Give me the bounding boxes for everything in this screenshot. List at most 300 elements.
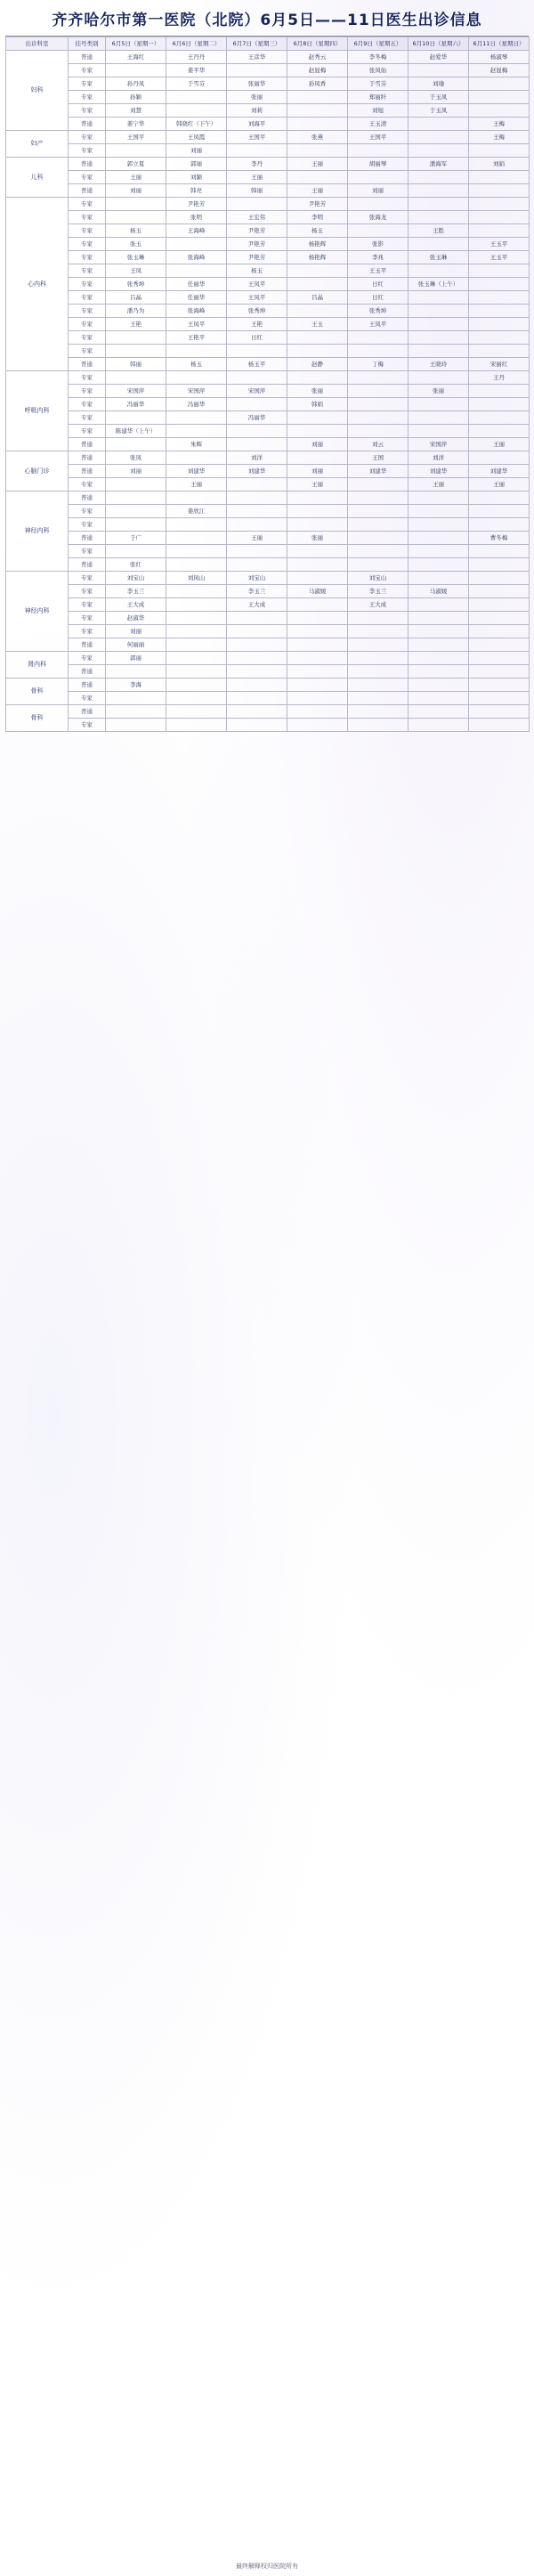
doctor-cell: 潘乃为 (106, 305, 166, 318)
doctor-cell (469, 572, 530, 585)
doctor-cell: 刘慧 (106, 104, 166, 118)
registration-type: 专家 (69, 251, 106, 264)
doctor-cell: 李玉兰 (348, 585, 409, 598)
table-row (6, 411, 530, 425)
doctor-cell (469, 398, 530, 411)
doctor-cell (287, 572, 348, 585)
header-cell: 6月11日（星期日） (469, 37, 530, 51)
doctor-cell: 张丽 (287, 385, 348, 398)
doctor-cell (469, 291, 530, 305)
table-row (6, 478, 530, 492)
registration-type: 普通 (69, 705, 106, 719)
doctor-cell: 王晓玲 (409, 358, 469, 371)
doctor-cell (166, 345, 227, 358)
doctor-cell (227, 665, 287, 679)
doctor-cell: 于广 (106, 532, 166, 545)
doctor-cell: 朱辉 (166, 438, 227, 451)
doctor-cell (409, 144, 469, 158)
doctor-cell: 赵显梅 (287, 64, 348, 77)
registration-type: 专家 (69, 144, 106, 158)
doctor-cell (287, 679, 348, 692)
doctor-cell (409, 64, 469, 77)
registration-type: 专家 (69, 425, 106, 438)
department-name: 妇科 (6, 51, 69, 131)
doctor-cell: 宋国萍 (409, 438, 469, 451)
doctor-cell (348, 625, 409, 638)
table-row (6, 345, 530, 358)
doctor-cell: 王国平 (106, 131, 166, 144)
registration-type: 专家 (69, 305, 106, 318)
doctor-cell (409, 305, 469, 318)
header-cell: 6月10日（星期六） (409, 37, 469, 51)
registration-type: 普通 (69, 184, 106, 198)
table-row (6, 158, 530, 171)
doctor-cell (287, 612, 348, 625)
department-name: 骨科 (6, 679, 69, 705)
doctor-cell (409, 679, 469, 692)
doctor-cell: 王玉平 (469, 238, 530, 251)
doctor-cell (287, 91, 348, 104)
doctor-cell: 张海峰 (166, 305, 227, 318)
department-name: 心脑门诊 (6, 451, 69, 492)
doctor-cell: 刘娟 (469, 158, 530, 171)
table-row (6, 211, 530, 224)
doctor-cell: 张凤仙 (348, 64, 409, 77)
registration-type: 专家 (69, 331, 106, 345)
doctor-cell (348, 505, 409, 518)
doctor-cell: 何丽丽 (106, 638, 166, 652)
doctor-cell: 张丽 (287, 532, 348, 545)
doctor-cell: 张凤 (106, 451, 166, 465)
doctor-cell (227, 518, 287, 532)
registration-type: 专家 (69, 505, 106, 518)
doctor-cell: 刘建华 (227, 465, 287, 478)
doctor-cell: 杨艳辉 (287, 251, 348, 264)
doctor-cell (166, 518, 227, 532)
doctor-cell (469, 638, 530, 652)
doctor-cell: 杨玉 (166, 358, 227, 371)
doctor-cell (287, 692, 348, 705)
doctor-cell (106, 345, 166, 358)
doctor-cell (348, 171, 409, 184)
doctor-cell: 王凤 (106, 264, 166, 278)
doctor-cell (409, 638, 469, 652)
doctor-cell: 陈建华（上午） (106, 425, 166, 438)
doctor-cell: 冯丽华 (227, 411, 287, 425)
doctor-cell (287, 118, 348, 131)
doctor-cell: 刘宝山 (348, 572, 409, 585)
registration-type: 专家 (69, 238, 106, 251)
doctor-cell: 韩晓红（下午） (166, 118, 227, 131)
doctor-cell (166, 264, 227, 278)
doctor-cell: 张燕 (287, 131, 348, 144)
doctor-cell: 于玉凤 (409, 104, 469, 118)
registration-type: 普通 (69, 51, 106, 64)
doctor-cell (469, 104, 530, 118)
registration-type: 专家 (69, 598, 106, 612)
doctor-cell (469, 425, 530, 438)
doctor-cell (166, 612, 227, 625)
doctor-cell (227, 545, 287, 558)
doctor-cell: 王丽 (469, 478, 530, 492)
doctor-cell (469, 665, 530, 679)
table-row (6, 358, 530, 371)
doctor-cell: 姜平华 (166, 64, 227, 77)
doctor-cell: 尹艳芳 (227, 224, 287, 238)
doctor-cell (348, 719, 409, 732)
registration-type: 专家 (69, 478, 106, 492)
doctor-cell (106, 144, 166, 158)
page-title: 齐齐哈尔市第一医院（北院）6月5日——11日医生出诊信息 (52, 12, 482, 29)
doctor-cell: 王梅 (469, 131, 530, 144)
table-row (6, 171, 530, 184)
table-row (6, 638, 530, 652)
doctor-cell (106, 64, 166, 77)
doctor-cell: 张玉琳 (106, 251, 166, 264)
doctor-cell: 任丽华 (166, 278, 227, 291)
doctor-cell (348, 198, 409, 211)
doctor-cell (106, 371, 166, 385)
table-row (6, 665, 530, 679)
doctor-cell: 杨玉 (106, 224, 166, 238)
table-row (6, 532, 530, 545)
doctor-cell: 王国 (348, 451, 409, 465)
doctor-cell (287, 278, 348, 291)
doctor-cell: 王艳 (106, 318, 166, 331)
doctor-cell: 郭立夏 (106, 158, 166, 171)
doctor-cell (409, 345, 469, 358)
doctor-cell: 王玉平 (469, 251, 530, 264)
doctor-cell (166, 598, 227, 612)
doctor-cell: 郭丽 (106, 652, 166, 665)
doctor-cell (166, 492, 227, 505)
doctor-cell (409, 692, 469, 705)
doctor-cell: 张丽 (409, 385, 469, 398)
doctor-cell (287, 719, 348, 732)
doctor-cell: 刘建华 (469, 465, 530, 478)
table-row (6, 545, 530, 558)
table-row (6, 77, 530, 91)
registration-type: 专家 (69, 291, 106, 305)
registration-type: 普通 (69, 492, 106, 505)
doctor-cell (409, 505, 469, 518)
doctor-cell: 孙凤香 (287, 77, 348, 91)
registration-type: 专家 (69, 64, 106, 77)
table-row (6, 291, 530, 305)
table-row (6, 438, 530, 451)
doctor-cell: 于雪芬 (348, 77, 409, 91)
doctor-cell (287, 144, 348, 158)
registration-type: 专家 (69, 545, 106, 558)
doctor-cell: 孙颖 (106, 91, 166, 104)
registration-type: 专家 (69, 91, 106, 104)
doctor-cell: 王凤平 (227, 291, 287, 305)
registration-type: 专家 (69, 719, 106, 732)
doctor-cell: 王胜 (409, 224, 469, 238)
doctor-cell (469, 345, 530, 358)
doctor-cell: 王梅 (469, 118, 530, 131)
doctor-cell: 日红 (348, 291, 409, 305)
doctor-cell (409, 558, 469, 572)
doctor-cell (348, 705, 409, 719)
table-row (6, 118, 530, 131)
doctor-cell: 任丽华 (166, 291, 227, 305)
doctor-cell: 王丽 (409, 478, 469, 492)
doctor-cell (348, 558, 409, 572)
doctor-cell (106, 211, 166, 224)
table-row (6, 305, 530, 318)
doctor-cell (166, 104, 227, 118)
doctor-cell: 王玉清 (348, 118, 409, 131)
doctor-cell (469, 585, 530, 598)
doctor-cell (166, 665, 227, 679)
doctor-cell (227, 719, 287, 732)
registration-type: 普通 (69, 465, 106, 478)
doctor-cell: 王丽 (287, 158, 348, 171)
doctor-cell (287, 451, 348, 465)
department-name: 心内科 (6, 198, 69, 371)
doctor-cell: 宋丽红 (469, 358, 530, 371)
doctor-cell: 张丽华 (227, 77, 287, 91)
doctor-cell (469, 171, 530, 184)
registration-type: 普通 (69, 118, 106, 131)
doctor-cell: 李兆 (348, 251, 409, 264)
doctor-cell: 杨玉 (287, 224, 348, 238)
doctor-cell (106, 545, 166, 558)
doctor-cell (469, 558, 530, 572)
doctor-cell (409, 652, 469, 665)
department-name: 儿科 (6, 158, 69, 198)
doctor-cell: 李海 (106, 679, 166, 692)
doctor-cell: 刘莉 (227, 104, 287, 118)
doctor-cell: 赵秀云 (287, 51, 348, 64)
doctor-cell: 杨玉平 (227, 358, 287, 371)
table-row (6, 51, 530, 64)
doctor-cell (469, 278, 530, 291)
doctor-cell (287, 411, 348, 425)
doctor-cell: 王玉 (287, 318, 348, 331)
doctor-cell (469, 518, 530, 532)
doctor-cell: 日红 (348, 278, 409, 291)
doctor-cell (287, 625, 348, 638)
doctor-cell (348, 492, 409, 505)
doctor-cell (166, 719, 227, 732)
doctor-cell (409, 198, 469, 211)
doctor-cell (106, 518, 166, 532)
doctor-cell (469, 198, 530, 211)
department-name: 妇产 (6, 131, 69, 158)
doctor-cell: 丁梅 (348, 358, 409, 371)
doctor-cell: 王丽 (227, 171, 287, 184)
doctor-cell (469, 411, 530, 425)
registration-type: 普通 (69, 638, 106, 652)
registration-type: 普通 (69, 358, 106, 371)
registration-type: 专家 (69, 371, 106, 385)
doctor-cell (287, 331, 348, 345)
doctor-cell (227, 198, 287, 211)
doctor-cell: 郑丽纤 (348, 91, 409, 104)
doctor-cell (469, 492, 530, 505)
table-row (6, 451, 530, 465)
doctor-cell (287, 264, 348, 278)
registration-type: 普通 (69, 679, 106, 692)
table-row (6, 465, 530, 478)
doctor-cell (348, 665, 409, 679)
doctor-cell: 王大成 (227, 598, 287, 612)
doctor-cell (166, 545, 227, 558)
doctor-cell: 王丽 (287, 478, 348, 492)
doctor-cell: 王海峰 (166, 224, 227, 238)
doctor-cell (227, 652, 287, 665)
doctor-cell: 张秀坤 (106, 278, 166, 291)
doctor-cell (287, 558, 348, 572)
doctor-cell (469, 505, 530, 518)
department-name: 神经内科 (6, 492, 69, 572)
doctor-cell: 冯丽华 (106, 398, 166, 411)
header-cell: 6月6日（星期二） (166, 37, 227, 51)
doctor-cell: 王凤平 (348, 318, 409, 331)
table-row (6, 572, 530, 585)
doctor-cell: 张红 (106, 558, 166, 572)
doctor-cell: 刘颖 (166, 171, 227, 184)
table-row (6, 131, 530, 144)
doctor-cell (348, 518, 409, 532)
doctor-cell: 刘凤山 (166, 572, 227, 585)
doctor-cell (227, 438, 287, 451)
doctor-cell: 吕晶 (106, 291, 166, 305)
doctor-cell (409, 211, 469, 224)
table-row (6, 144, 530, 158)
doctor-cell: 杨淑琴 (469, 51, 530, 64)
table-row (6, 385, 530, 398)
doctor-cell: 姜欣江 (166, 505, 227, 518)
table-row (6, 91, 530, 104)
table-row (6, 505, 530, 518)
registration-type: 专家 (69, 264, 106, 278)
doctor-cell: 日红 (227, 331, 287, 345)
doctor-cell (409, 518, 469, 532)
doctor-cell: 杨玉 (227, 264, 287, 278)
doctor-cell (409, 492, 469, 505)
doctor-cell (409, 612, 469, 625)
doctor-cell (287, 652, 348, 665)
doctor-cell (166, 371, 227, 385)
doctor-cell (287, 518, 348, 532)
doctor-cell: 刘丽 (348, 184, 409, 198)
doctor-cell: 王丽 (106, 171, 166, 184)
doctor-cell (469, 652, 530, 665)
doctor-cell: 宋国萍 (106, 385, 166, 398)
doctor-cell: 孙丹凤 (106, 77, 166, 91)
doctor-cell (469, 211, 530, 224)
doctor-cell: 王丽 (469, 438, 530, 451)
doctor-cell (469, 625, 530, 638)
doctor-cell (287, 598, 348, 612)
doctor-cell (227, 144, 287, 158)
doctor-cell (348, 385, 409, 398)
doctor-cell: 王丽 (287, 184, 348, 198)
doctor-cell: 张海峰 (166, 251, 227, 264)
doctor-cell (106, 692, 166, 705)
doctor-cell (469, 719, 530, 732)
doctor-cell: 刘建华 (166, 465, 227, 478)
doctor-cell (469, 184, 530, 198)
doctor-cell (348, 679, 409, 692)
doctor-cell (227, 558, 287, 572)
registration-type: 专家 (69, 625, 106, 638)
doctor-cell (227, 625, 287, 638)
doctor-cell (469, 91, 530, 104)
registration-type: 专家 (69, 104, 106, 118)
doctor-cell (106, 411, 166, 425)
doctor-cell (348, 331, 409, 345)
doctor-cell: 刘丽 (106, 465, 166, 478)
doctor-cell: 曹冬梅 (469, 532, 530, 545)
doctor-cell: 于玉凤 (409, 91, 469, 104)
doctor-cell (348, 478, 409, 492)
doctor-cell (227, 505, 287, 518)
doctor-cell (348, 345, 409, 358)
doctor-cell: 赵爱华 (409, 51, 469, 64)
doctor-cell (287, 492, 348, 505)
table-row (6, 612, 530, 625)
doctor-cell: 刘云 (348, 438, 409, 451)
doctor-cell (409, 118, 469, 131)
doctor-cell: 王丽 (227, 532, 287, 545)
doctor-cell: 李明 (287, 211, 348, 224)
doctor-cell (348, 398, 409, 411)
doctor-cell (166, 585, 227, 598)
registration-type: 专家 (69, 652, 106, 665)
doctor-cell (106, 331, 166, 345)
doctor-cell (106, 438, 166, 451)
doctor-cell: 王凤平 (227, 278, 287, 291)
table-row (6, 371, 530, 385)
department-name: 呼吸内科 (6, 371, 69, 451)
doctor-cell: 王艳 (227, 318, 287, 331)
doctor-cell (409, 719, 469, 732)
doctor-cell: 赵显梅 (469, 64, 530, 77)
doctor-cell (166, 532, 227, 545)
registration-type: 专家 (69, 518, 106, 532)
doctor-cell (348, 545, 409, 558)
doctor-cell: 张玉琳（上午） (409, 278, 469, 291)
doctor-cell (409, 131, 469, 144)
doctor-cell (409, 331, 469, 345)
department-name: 肾内科 (6, 652, 69, 679)
doctor-cell (287, 638, 348, 652)
table-row (6, 625, 530, 638)
registration-type: 专家 (69, 278, 106, 291)
table-row (6, 264, 530, 278)
doctor-cell: 吕晶 (287, 291, 348, 305)
doctor-cell (469, 692, 530, 705)
doctor-cell (469, 144, 530, 158)
registration-type: 专家 (69, 612, 106, 625)
registration-type: 专家 (69, 398, 106, 411)
doctor-cell (166, 238, 227, 251)
doctor-cell (409, 171, 469, 184)
table-row (6, 184, 530, 198)
doctor-cell: 刘海平 (227, 118, 287, 131)
doctor-cell (287, 545, 348, 558)
doctor-cell (227, 638, 287, 652)
doctor-cell (409, 264, 469, 278)
doctor-cell (409, 425, 469, 438)
table-row (6, 64, 530, 77)
registration-type: 专家 (69, 77, 106, 91)
registration-type: 普通 (69, 438, 106, 451)
